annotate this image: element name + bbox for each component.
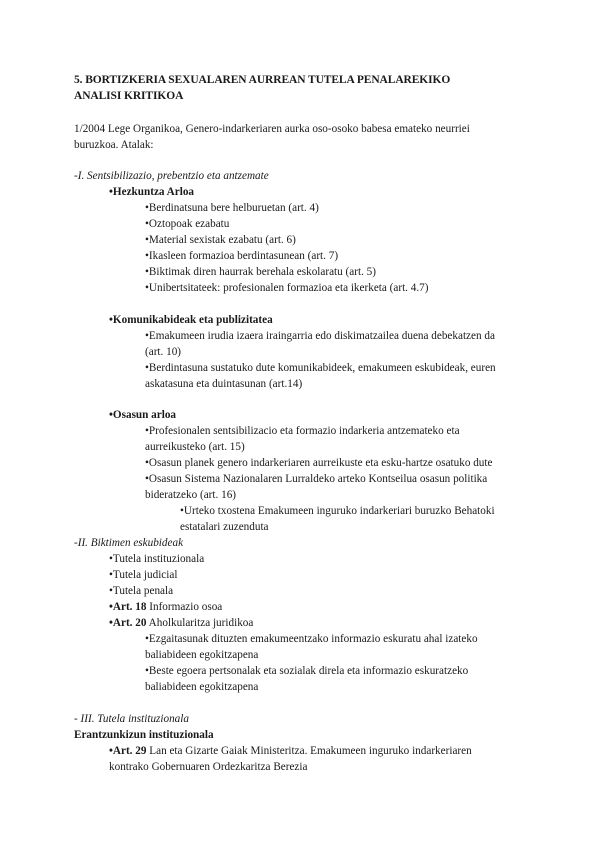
section3-subtitle: Erantzunkizun instituzionala [74, 729, 214, 741]
list-item: •Berdintasuna sustatuko dute komunikabideek, emakumeen eskubideak, euren [145, 362, 496, 374]
list-subitem-continuation: baliabideen egokitzapena [145, 681, 259, 693]
art29-text: Lan eta Gizarte Gaiak Ministeritza. Emakumeen inguruko indarkeriaren [146, 745, 472, 757]
list-item: •Ikasleen formazioa berdintasunean (art. 7) [145, 250, 339, 262]
section1-title: -I. Sentsibilizazio, prebentzio eta antzemate [74, 170, 269, 182]
list-subitem-continuation: estatalari zuzenduta [180, 521, 269, 533]
list-item-art29 [109, 743, 472, 759]
section-heading-line2: ANALISI KRITIKOA [74, 90, 184, 102]
art18-text: Informazio osoa [146, 601, 223, 613]
intro-line1: 1/2004 Lege Organikoa, Genero-indarkeriaren aurka oso-osoko babesa emateko neurriei [74, 123, 470, 135]
section2-title: -II. Biktimen eskubideak [74, 537, 184, 549]
list-item-continuation: aurreikusteko (art. 15) [145, 441, 245, 453]
list-subitem: •Ezgaitasunak dituzten emakumeentzako informazio eskuratu ahal izateko [145, 633, 478, 645]
list-item: •Berdinatsuna bere helburuetan (art. 4) [145, 202, 319, 214]
list-item: •Tutela judicial [109, 569, 178, 581]
art29-label: •Art. 29 [109, 745, 147, 757]
section-heading-line1: 5. BORTIZKERIA SEXUALAREN AURREAN TUTELA PENALAREKIKO [74, 74, 451, 86]
list-item: •Emakumeen irudia izaera iraingarria edo diskimatzailea duena debekatzen da [145, 330, 495, 342]
hezkuntza-title: •Hezkuntza Arloa [109, 186, 195, 198]
list-subitem-continuation: baliabideen egokitzapena [145, 649, 259, 661]
list-item-continuation: bideratzeko (art. 16) [145, 489, 237, 501]
list-subitem: •Beste egoera pertsonalak eta sozialak direla eta informazio eskuratzeko [145, 665, 469, 677]
list-item: •Osasun planek genero indarkeriaren aurreikuste eta esku-hartze osatuko dute [145, 457, 493, 469]
list-item: •Biktimak diren haurrak berehala eskolaratu (art. 5) [145, 266, 376, 278]
art20-text: Aholkularitza juridikoa [146, 617, 254, 629]
intro-line2: buruzkoa. Atalak: [74, 139, 154, 151]
list-item: •Tutela penala [109, 585, 174, 597]
art18-label: •Art. 18 [109, 601, 147, 613]
list-item: •Tutela instituzionala [109, 553, 205, 565]
list-item: •Unibertsitateek: profesionalen formazioa eta ikerketa (art. 4.7) [145, 282, 429, 294]
list-item-art20 [109, 615, 253, 631]
list-item: •Oztopoak ezabatu [145, 218, 230, 230]
list-item: •Profesionalen sentsibilizacio eta formazio indarkeria antzemateko eta [145, 425, 460, 437]
list-item-continuation: kontrako Gobernuaren Ordezkaritza Berezia [109, 761, 308, 773]
list-item-continuation: askatasuna eta duintasunan (art.14) [145, 378, 303, 390]
art20-label: •Art. 20 [109, 617, 147, 629]
list-item-continuation: (art. 10) [145, 346, 182, 358]
list-subitem: •Urteko txostena Emakumeen inguruko indarkeriari buruzko Behatoki [180, 505, 495, 517]
list-item-art18 [109, 599, 222, 615]
osasun-title: •Osasun arloa [109, 409, 177, 421]
section3-title: - III. Tutela instituzionala [74, 713, 189, 725]
list-item: •Osasun Sistema Nazionalaren Lurraldeko arteko Kontseilua osasun politika [145, 473, 488, 485]
list-item: •Material sexistak ezabatu (art. 6) [145, 234, 296, 246]
komunikabideak-title: •Komunikabideak eta publizitatea [109, 314, 273, 326]
